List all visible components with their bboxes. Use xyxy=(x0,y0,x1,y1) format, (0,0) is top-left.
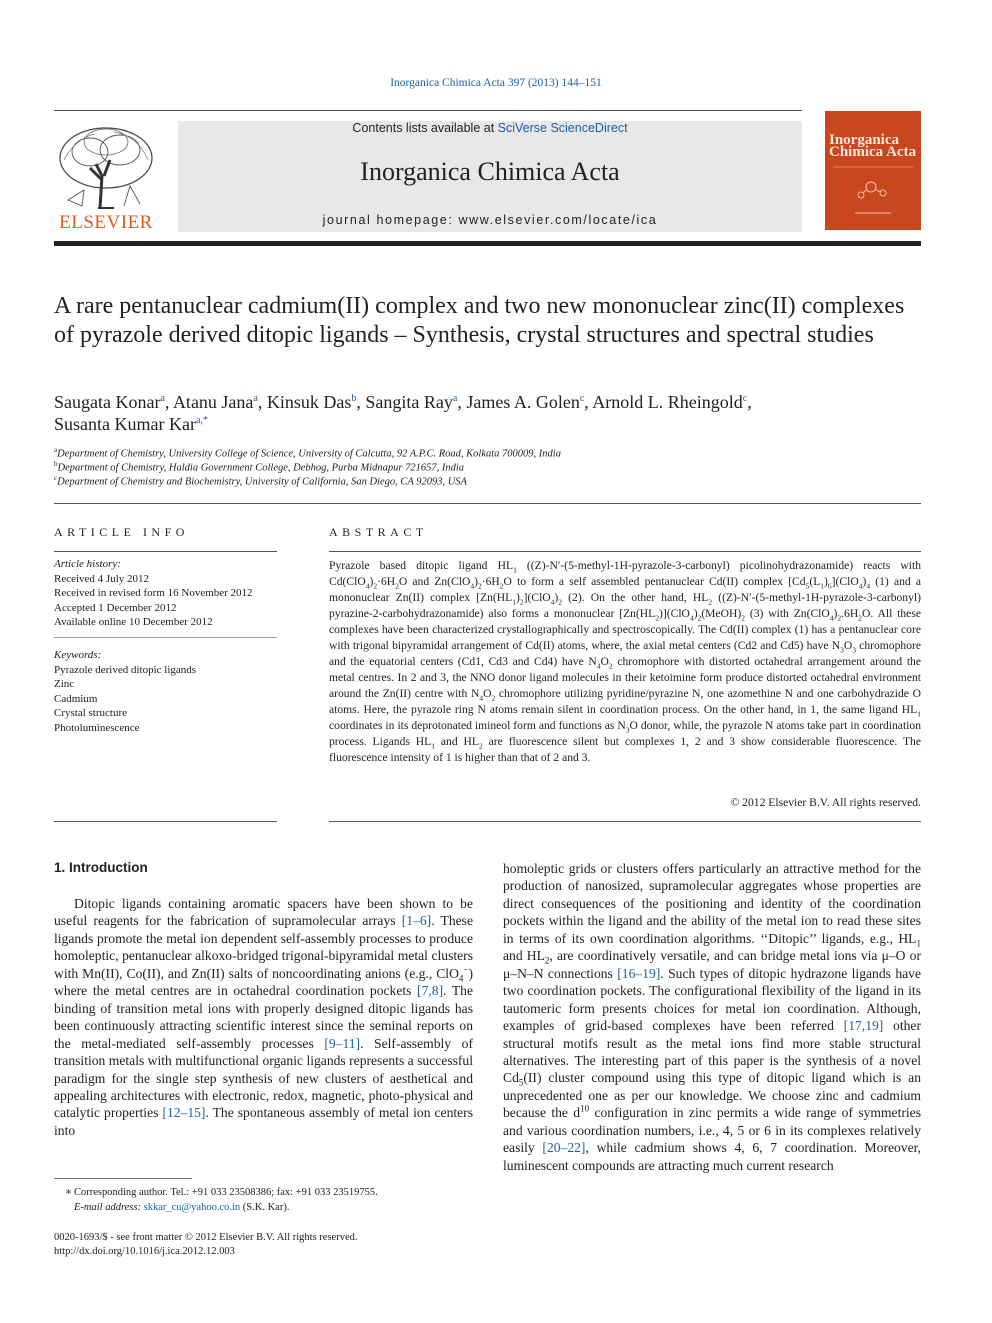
corresponding-text: Corresponding author. Tel.: +91 033 23508386; fax: +91 033 23519755. xyxy=(74,1187,378,1198)
keywords-block xyxy=(54,648,277,735)
author-affil-mark[interactable]: a xyxy=(452,393,458,404)
author-affil-mark[interactable]: c xyxy=(742,393,748,404)
article-history xyxy=(54,557,277,630)
reference-link[interactable]: [20–22] xyxy=(542,1140,586,1156)
cover-title-line-1: Inorganica xyxy=(829,132,900,148)
contents-line xyxy=(178,121,802,135)
asterisk-mark: ∗ xyxy=(64,1187,72,1198)
history-item: Received in revised form 16 November 2012 xyxy=(54,587,253,599)
history-keywords-divider xyxy=(54,637,277,638)
article-info-heading: ARTICLE INFO xyxy=(54,525,189,539)
author-separator: , xyxy=(747,392,752,412)
cover-title-line-2: Chimica Acta xyxy=(829,144,917,160)
elsevier-tree-icon xyxy=(54,120,158,212)
author-name: James A. Golen xyxy=(466,392,580,412)
affiliation-b xyxy=(54,460,914,474)
keyword-item: Crystal structure xyxy=(54,707,128,719)
affiliation-key: c xyxy=(54,474,58,482)
reference-link[interactable]: [9–11] xyxy=(324,1035,361,1051)
reference-link[interactable]: [7,8] xyxy=(417,983,444,999)
history-item: Received 4 July 2012 xyxy=(54,572,150,585)
affiliation-text: Department of Chemistry and Biochemistry, University of California, San Diego, CA 92093, USA xyxy=(57,476,467,488)
contents-prefix: Contents lists available at xyxy=(352,121,498,135)
keyword-item: Photoluminescence xyxy=(54,721,140,734)
reference-link[interactable]: [1–6] xyxy=(401,913,432,929)
email-label: E-mail address: xyxy=(74,1202,144,1213)
keyword-item: Zinc xyxy=(54,678,75,690)
body-right-column: homoleptic grids or clusters offers particularly an attractive method for the production of nanosized, supramolecular aggregates whose properties are direct consequences of the positioning and identity of the coordination pockets within the ligand and the ability of the metal ion to read these sites in terms of its own coordination algorithms. ‘‘Ditopic’’ ligands, e.g., $HL_1$ and $HL_2$, are coordinatively versatile, and can bridge metal ions via μ–O or μ–N–N connections [16–19]. Such types of ditopic hydrazone ligands have two coordination pockets. The configurational flexibility of the ligand in its tautomeric form presents choices for metal ion coordination. Although, examples of grid-based complexes have been referred [17,19] other structural motifs result as the metal ions find more stable structural alternatives. The interesting part of this paper is the synthesis of a novel $Cd_5(II)$ cluster compound using this type of ditopic ligand which is an unprecedented one as per our knowledge. We choose zinc and cadmium because the $d^{10}$ configuration in zinc permits a wide range of symmetries and various coordination numbers, i.e., 4, 5 or 6 in its complexes relatively easily [20–22], while cadmium shows 4, 6, 7 coordination. Moreover, luminescent compounds are attracting much current research xyxy=(503,861,922,1173)
affiliation-divider xyxy=(54,503,921,504)
journal-banner xyxy=(178,121,802,232)
masthead-thick-rule xyxy=(54,241,921,246)
corresponding-author-note xyxy=(54,1185,474,1215)
history-item: Available online 10 December 2012 xyxy=(54,616,213,628)
abstract-heading: ABSTRACT xyxy=(329,525,428,539)
abstract-text: Pyrazole based ditopic ligand $HL_1$ ((Z)-N′-(5-methyl-1H-pyrazole-3-carbonyl) picolinohydrazonamide) reacts with $Cd(ClO_4)_2\cdot 6H_2O$ and $Zn(ClO_4)_2\cdot 6H_2O$ to form a self assembled pentanuclear Cd(II) complex $[Cd_5(L_1)_6](ClO_4)_4$ (1) and a mononuclear Zn(II) complex $[Zn(HL_1)_2](ClO_4)_2$ (2). On the other hand, $HL_2$ ((Z)-N′-(5-methyl-1H-pyrazole-3-carbonyl) pyrazine-2-carbohydrazonamide) also forms a mononuclear $[Zn(HL_2)](ClO_4)_2(MeOH)_2$ (3) with $Zn(ClO_4)_2.6H_2O$. All these complexes have been characterized crystallographically and spectroscopically. The Cd(II) complex (1) has a pentanuclear core with trigonal bipyramidal arrangement of Cd(II) atoms, where, the axial metal centers (Cd2 and Cd5) have $N_3O_3$ chromophore and the equatorial centers (Cd1, Cd3 and Cd4) have $N_4O_2$ chromophore with distorted octahedral arrangement around the metal centres. In 2 and 3, the NNO donor ligand molecules in their ketoimine form produce distorted octahedral environment around the Zn(II) centre with $N_4O_2$ chromophore utilizing pyridine/pyrazine N, one azomethine N and one carbohydrazide O atoms. Here, the pyrazole ring N atoms remain silent in coordination process. On the other hand, in 1, the same ligand $HL_1$ coordinates in its deprotonated imineol form and functions as $N_3O$ donor, while, the pyrazole N atoms take part in coordination process. Ligands $HL_1$ and $HL_2$ are fluorescence silent but complexes 1, 2 and 3 show considerable fluorescence. The fluorescence intensity of 1 is higher than that of 2 and 3. xyxy=(329,559,921,764)
footnote-rule xyxy=(54,1178,192,1179)
article-info-bottom-rule xyxy=(54,821,277,822)
reference-link[interactable]: [12–15] xyxy=(162,1105,206,1121)
author-name: Saugata Konar xyxy=(54,392,161,412)
affiliation-text: Department of Chemistry, Haldia Government College, Debhog, Purba Midnapur 721657, India xyxy=(57,462,465,474)
affiliation-text: Department of Chemistry, University College of Science, University of Calcutta, 92 A.P.C. Road, Kolkata 700009, India xyxy=(57,448,561,460)
history-item: Accepted 1 December 2012 xyxy=(54,601,177,614)
keyword-item: Cadmium xyxy=(54,692,98,705)
author-name: Kinsuk Das xyxy=(266,392,352,412)
affiliation-key: a xyxy=(54,446,58,454)
article-title: A rare pentanuclear cadmium(II) complex and two new mononuclear zinc(II) complexes of pyrazole derived ditopic ligands – Synthesis, crystal structures and spectral studies xyxy=(54,293,905,348)
email-link[interactable]: skkar_cu@yahoo.co.in xyxy=(143,1202,241,1213)
author-separator: , xyxy=(356,392,366,412)
abstract-rule xyxy=(329,551,921,552)
author-name: Susanta Kumar Kar xyxy=(54,414,196,434)
abstract-bottom-rule xyxy=(329,821,921,822)
author-separator: , xyxy=(257,392,267,412)
elsevier-logo xyxy=(54,120,158,232)
affiliation-c xyxy=(54,474,914,488)
doi-link[interactable]: http://dx.doi.org/10.1016/j.ica.2012.12.003 xyxy=(54,1246,235,1257)
header-rule xyxy=(54,110,802,111)
author-affil-mark[interactable]: a xyxy=(160,393,165,404)
journal-title: Inorganica Chimica Acta xyxy=(360,157,620,186)
section-heading-introduction: 1. Introduction xyxy=(54,860,148,875)
author-affil-mark[interactable]: b xyxy=(351,393,357,404)
journal-homepage[interactable]: journal homepage: www.elsevier.com/locate/ica xyxy=(322,213,658,227)
sciencedirect-link[interactable]: SciVerse ScienceDirect xyxy=(497,121,628,135)
email-suffix: (S.K. Kar). xyxy=(240,1202,290,1213)
author-name: Sangita Ray xyxy=(365,392,453,412)
affiliation-key: b xyxy=(54,460,58,468)
journal-cover-image xyxy=(825,111,921,230)
body-left-column: Ditopic ligands containing aromatic spacers have been shown to be useful reagents for the fabrication of supramolecular arrays [1–6]. These ligands promote the metal ion dependent self-assembly processes to produce homoleptic, pentanuclear alkoxo-bridged trigonal-bipyramidal metal clusters with Mn(II), Co(II), and Zn(II) salts of noncoordinating anions (e.g., ClO$_4$−) where the metal centres are in octahedral coordination pockets [7,8]. The binding of transition metal ions with properly designed ditopic ligands has been continuously attracting scientific interest since the seminal reports on the metal-mediated self-assembly processes [9–11]. Self-assembly of transition metals with multifunctional organic ligands represents a successful paradigm for the single step synthesis of new clusters of aesthetical and appealing architectures with electronic, redox, magnetic, photo-physical and catalytic properties [12–15]. The spontaneous assembly of metal ion centers into xyxy=(54,896,473,1138)
keyword-item: Pyrazole derived ditopic ligands xyxy=(54,663,197,676)
author-list xyxy=(54,391,914,435)
author-affil-mark[interactable]: a xyxy=(253,393,258,404)
elsevier-wordmark: ELSEVIER xyxy=(59,212,153,233)
affiliation-a xyxy=(54,446,914,460)
issn-line: 0020-1693/$ - see front matter © 2012 Elsevier B.V. All rights reserved. xyxy=(54,1232,358,1243)
author-affil-mark[interactable]: c xyxy=(579,393,585,404)
author-separator: , xyxy=(164,392,173,412)
author-separator: , xyxy=(584,392,593,412)
author-name: Arnold L. Rheingold xyxy=(592,392,743,412)
reference-link[interactable]: [17,19] xyxy=(843,1018,884,1034)
history-label: Article history: xyxy=(54,558,121,570)
keywords-label: Keywords: xyxy=(54,649,102,661)
journal-citation[interactable]: Inorganica Chimica Acta 397 (2013) 144–151 xyxy=(390,77,602,89)
reference-link[interactable]: [16–19] xyxy=(617,965,661,981)
article-info-rule xyxy=(54,551,277,552)
author-name: Atanu Jana xyxy=(172,392,254,412)
cover-graphic-icon xyxy=(825,111,921,230)
author-separator: , xyxy=(457,392,467,412)
abstract-copyright: © 2012 Elsevier B.V. All rights reserved. xyxy=(730,796,921,809)
author-affil-mark[interactable]: a,* xyxy=(195,415,208,426)
